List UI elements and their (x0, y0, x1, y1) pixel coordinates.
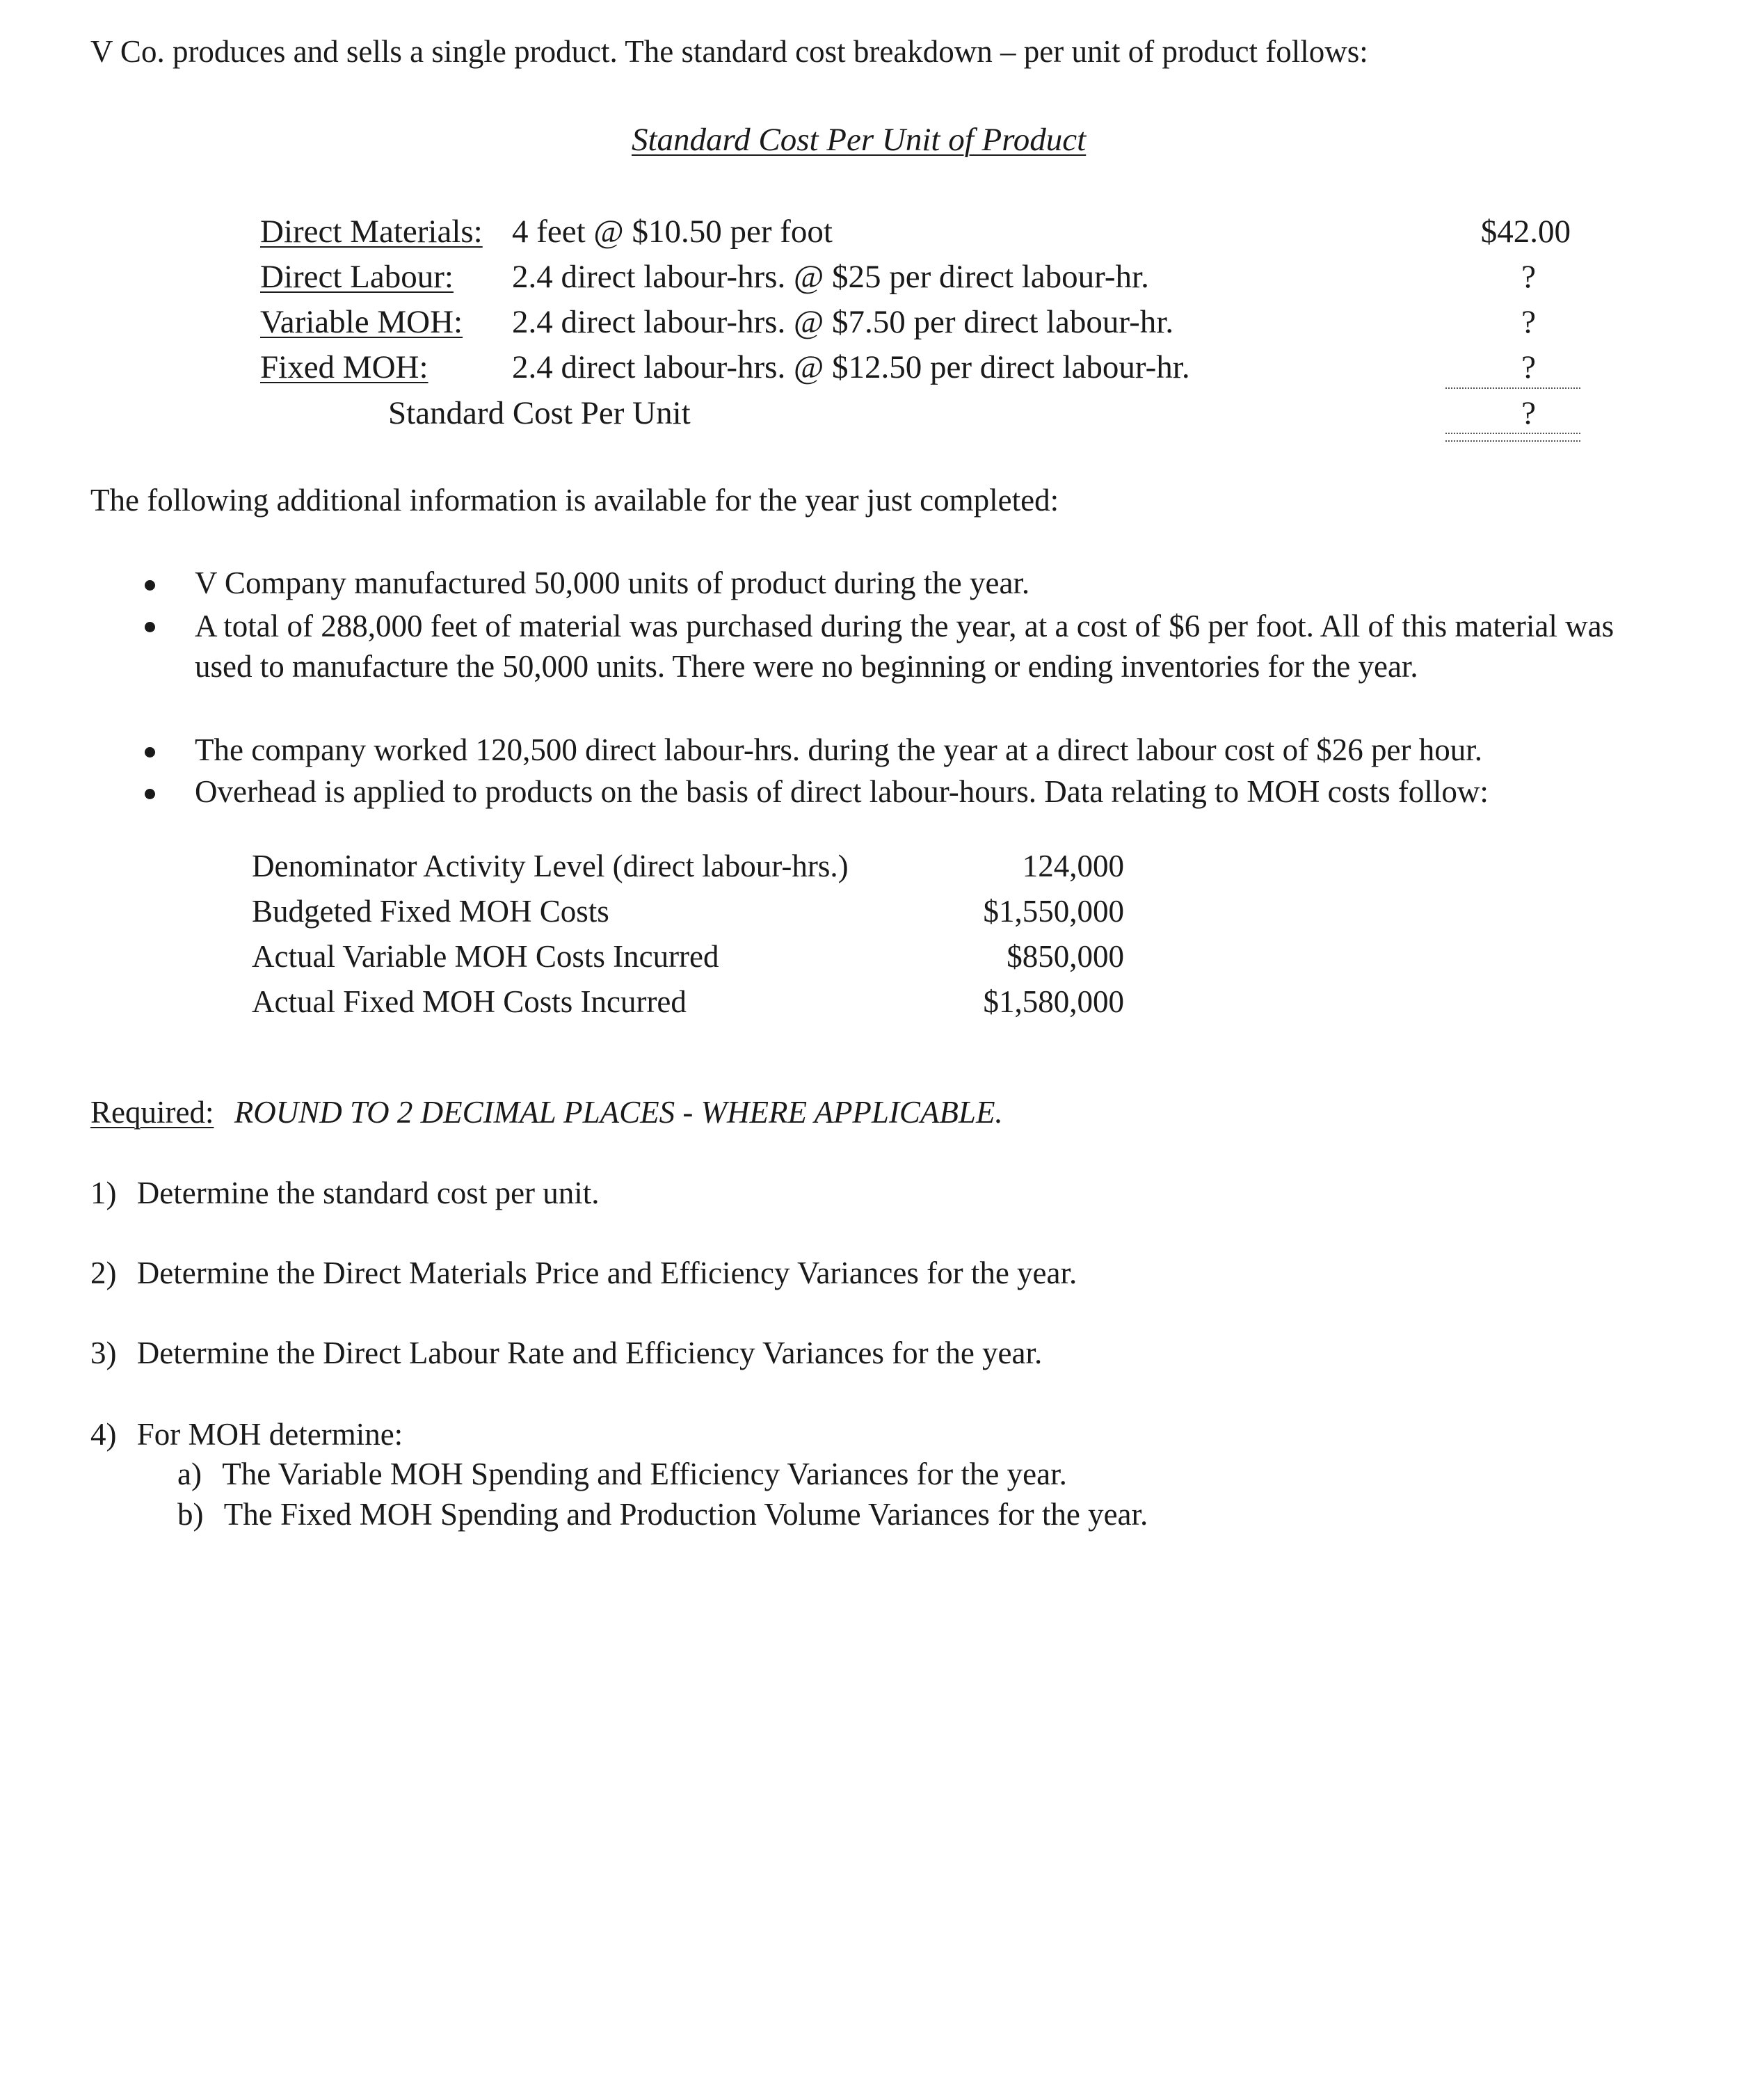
sub-question-number: b) (177, 1497, 204, 1532)
table-row (0, 983, 1739, 1025)
cost-row-amount: ? (1521, 349, 1536, 385)
cost-row (0, 257, 1739, 299)
bullet-text: A total of 288,000 feet of material was purchased during the year, at a cost of $6 per foot. All of this material was used to manufacture the 50,000 units. There were no beginning or ending inventories for the year. (195, 609, 1614, 684)
table-row (0, 938, 1739, 979)
moh-data-label: Actual Fixed MOH Costs Incurred (252, 984, 687, 1019)
bullet-icon (145, 747, 155, 758)
total-rule-2 (1445, 440, 1580, 442)
total-rule-1 (1445, 433, 1580, 434)
cost-row-label: Direct Materials: (260, 214, 483, 250)
question-number: 1) (90, 1176, 117, 1210)
sub-question-text: The Variable MOH Spending and Efficiency Variances for the year. (222, 1457, 1067, 1491)
subtotal-rule (1445, 387, 1580, 389)
question-text: Determine the Direct Labour Rate and Efficiency Variances for the year. (136, 1336, 1043, 1370)
cost-total-amount: ? (1521, 395, 1536, 431)
additional-info-intro: The following additional information is available for the year just completed: (90, 483, 1059, 518)
cost-row (0, 212, 1739, 254)
cost-row-label: Variable MOH: (260, 304, 463, 340)
cost-row-desc: 2.4 direct labour-hrs. @ $7.50 per direct labour-hr. (512, 304, 1174, 340)
question-text: Determine the standard cost per unit. (136, 1176, 600, 1210)
sub-question-text: The Fixed MOH Spending and Production Volume Variances for the year. (223, 1497, 1148, 1532)
cost-row-label: Direct Labour: (260, 259, 454, 295)
cost-row-desc: 2.4 direct labour-hrs. @ $25 per direct labour-hr. (512, 259, 1149, 295)
cost-row (0, 303, 1739, 344)
cost-row-amount: ? (1521, 304, 1536, 340)
required-note: ROUND TO 2 DECIMAL PLACES - WHERE APPLICABLE. (234, 1095, 1003, 1130)
list-item (177, 1496, 1148, 1533)
cost-table-title: Standard Cost Per Unit of Product (632, 122, 1087, 158)
question-text: For MOH determine: (136, 1417, 403, 1452)
moh-data-value: $1,580,000 (983, 984, 1124, 1019)
cost-row-label: Fixed MOH: (260, 349, 428, 385)
intro-text: V Co. produces and sells a single product. The standard cost breakdown – per unit of product follows: (90, 34, 1368, 69)
moh-data-value: $1,550,000 (983, 894, 1124, 929)
list-item (90, 1174, 600, 1212)
question-number: 3) (90, 1336, 117, 1370)
bullet-icon (145, 622, 155, 632)
cost-row-amount: $42.00 (1480, 214, 1571, 250)
list-item (177, 1455, 1067, 1493)
moh-data-value: 124,000 (1022, 849, 1124, 883)
cost-row-desc: 2.4 direct labour-hrs. @ $12.50 per direct labour-hr. (512, 349, 1190, 385)
bullet-icon (145, 789, 155, 799)
cost-total-row (0, 394, 1739, 435)
list-item (90, 1416, 403, 1453)
required-label: Required: (90, 1095, 214, 1130)
cost-row-desc: 4 feet @ $10.50 per foot (512, 214, 833, 250)
question-number: 4) (90, 1417, 117, 1452)
table-row (0, 892, 1739, 934)
moh-data-label: Actual Variable MOH Costs Incurred (252, 939, 719, 974)
question-number: 2) (90, 1256, 117, 1290)
list-item (90, 1254, 1077, 1292)
required-heading (90, 1093, 1003, 1131)
cost-total-label: Standard Cost Per Unit (388, 395, 691, 431)
bullet-text: V Company manufactured 50,000 units of product during the year. (195, 566, 1030, 600)
question-text: Determine the Direct Materials Price and Efficiency Variances for the year. (136, 1256, 1077, 1290)
cost-row (0, 348, 1739, 390)
moh-data-label: Denominator Activity Level (direct labour-hrs.) (252, 849, 849, 883)
table-row (0, 847, 1739, 889)
bullet-text: Overhead is applied to products on the basis of direct labour-hours. Data relating to MOH costs follow: (195, 774, 1489, 809)
sub-question-number: a) (177, 1457, 202, 1491)
list-item (90, 1334, 1042, 1372)
cost-row-amount: ? (1521, 259, 1536, 295)
bullet-text: The company worked 120,500 direct labour-hrs. during the year at a direct labour cost of $26 per hour. (195, 732, 1483, 767)
bullet-icon (145, 580, 155, 591)
moh-data-label: Budgeted Fixed MOH Costs (252, 894, 609, 929)
moh-data-value: $850,000 (1007, 939, 1124, 974)
